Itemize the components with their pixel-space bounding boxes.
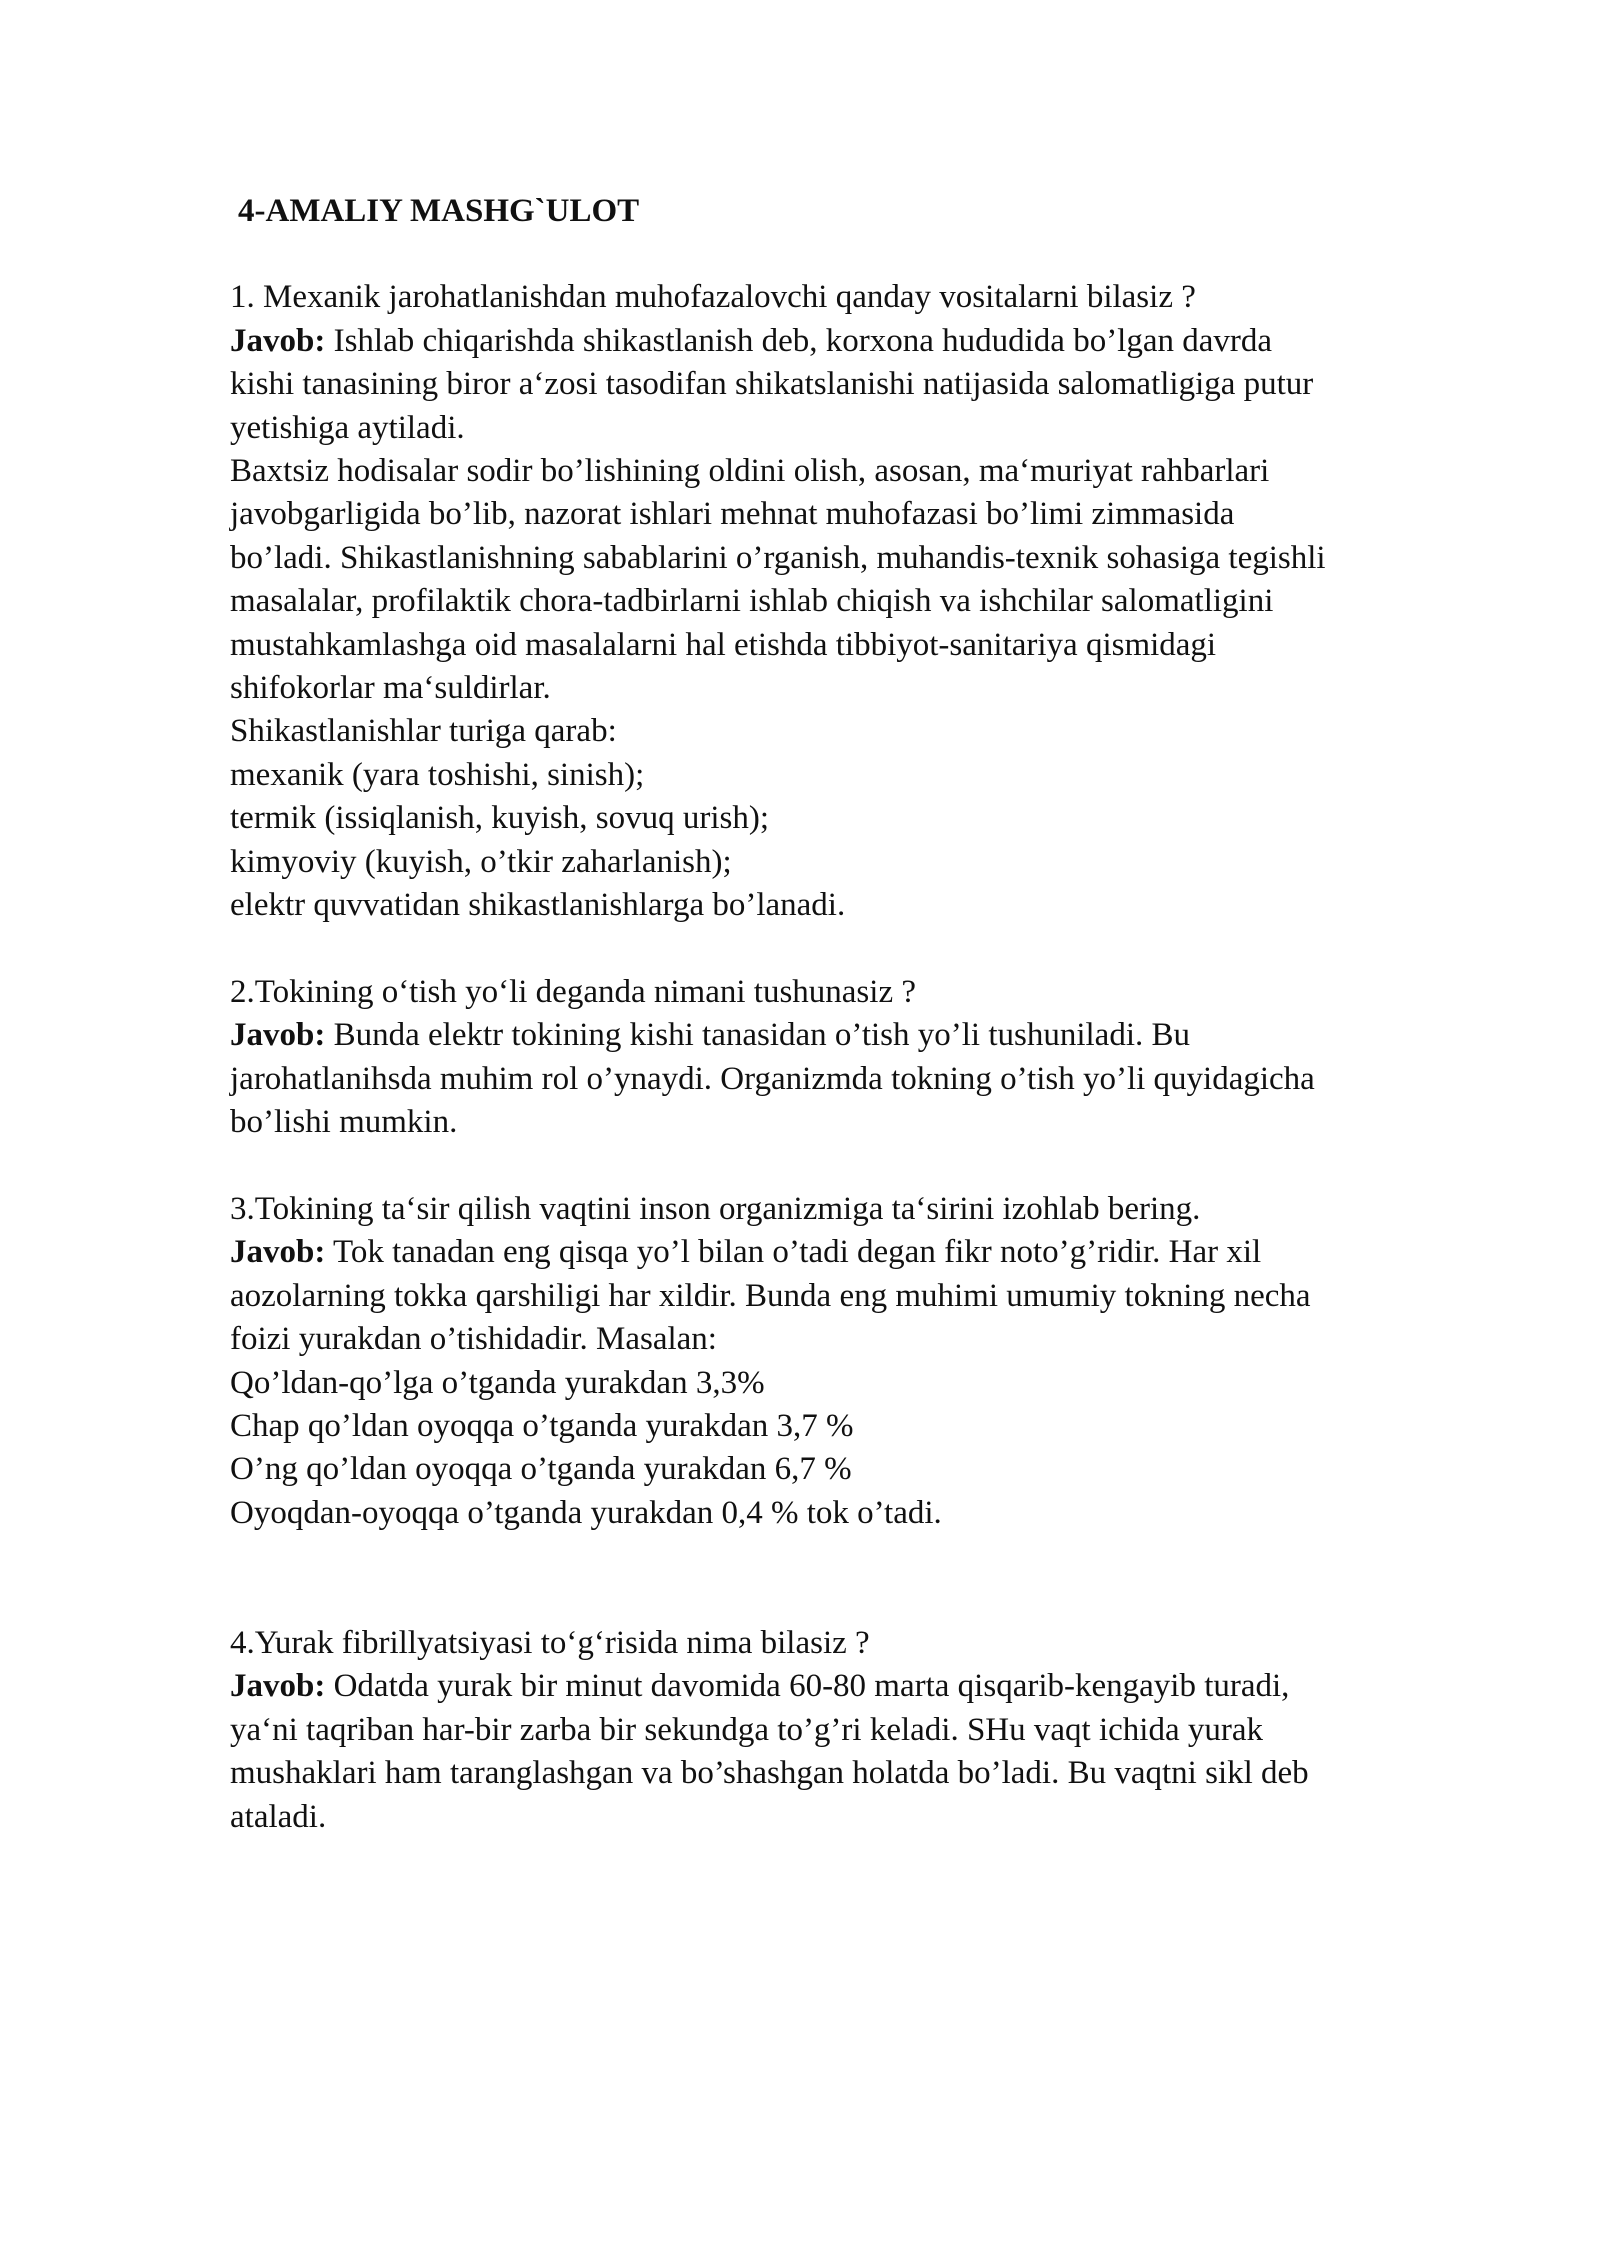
answer-4-first-line-text: Odatda yurak bir minut davomida 60-80 marta qisqarib-kengayib turadi, xyxy=(333,1668,1290,1705)
answer-label: Javob: xyxy=(230,322,326,359)
answer-1-line: masalalar, profilaktik chora-tadbirlarni ishlab chiqish va ishchilar salomatligini xyxy=(230,583,1274,620)
question-section-3 xyxy=(230,1188,1530,1535)
answer-3-line: Chap qo’ldan oyoqqa o’tganda yurakdan 3,7 % xyxy=(230,1407,854,1444)
answer-3-first-line xyxy=(230,1231,1530,1274)
question-section-4 xyxy=(230,1622,1530,1839)
answer-4-line: mushaklari ham taranglashgan va bo’shashgan holatda bo’ladi. Bu vaqtni sikl deb xyxy=(230,1755,1309,1792)
answer-4-first-line xyxy=(230,1665,1530,1708)
answer-2-line: jarohatlanihsda muhim rol o’ynaydi. Organizmda tokning o’tish yo’li quyidagicha xyxy=(230,1060,1315,1097)
answer-1-line: Baxtsiz hodisalar sodir bo’lishining oldini olish, asosan, ma‘muriyat rahbarlari xyxy=(230,453,1270,490)
answer-1-line: mustahkamlashga oid masalalarni hal etishda tibbiyot-sanitariya qismidagi xyxy=(230,626,1217,663)
answer-1-line: yetishiga aytiladi. xyxy=(230,409,465,446)
answer-3-line: aozolarning tokka qarshiligi har xildir. Bunda eng muhimi umumiy tokning necha xyxy=(230,1277,1311,1314)
answer-1-line: Shikastlanishlar turiga qarab: xyxy=(230,713,617,750)
answer-label: Javob: xyxy=(230,1234,326,1271)
answer-1-first-line xyxy=(230,320,1530,363)
answer-4-line: ya‘ni taqriban har-bir zarba bir sekundga to’g’ri keladi. SHu vaqt ichida yurak xyxy=(230,1711,1263,1748)
answer-label: Javob: xyxy=(230,1017,326,1054)
question-2-text: 2.Tokining o‘tish yo‘li deganda nimani tushunasiz ? xyxy=(230,973,916,1010)
answer-1-line: termik (issiqlanish, kuyish, sovuq urish); xyxy=(230,800,769,837)
document-title: 4-AMALIY MASHG`ULOT xyxy=(238,193,640,229)
answer-1-line: bo’ladi. Shikastlanishning sabablarini o’rganish, muhandis-texnik sohasiga tegishli xyxy=(230,539,1326,576)
paragraph-gap xyxy=(230,928,1530,971)
answer-1-line: javobgarligida bo’lib, nazorat ishlari mehnat muhofazasi bo’limi zimmasida xyxy=(230,496,1235,533)
answer-3-line: O’ng qo’ldan oyoqqa o’tganda yurakdan 6,7 % xyxy=(230,1451,852,1488)
answer-4-line: ataladi. xyxy=(230,1798,327,1835)
answer-1-first-line-text: Ishlab chiqarishda shikastlanish deb, korxona hududida bo’lgan davrda xyxy=(333,322,1273,359)
answer-1-line: kimyoviy (kuyish, o’tkir zaharlanish); xyxy=(230,843,732,880)
answer-1-line: shifokorlar ma‘suldirlar. xyxy=(230,670,551,707)
answer-3-first-line-text: Tok tanadan eng qisqa yo’l bilan o’tadi degan fikr noto’g’ridir. Har xil xyxy=(333,1234,1262,1271)
question-1-text: 1. Mexanik jarohatlanishdan muhofazalovchi qanday vositalarni bilasiz ? xyxy=(230,279,1196,316)
paragraph-gap xyxy=(230,1145,1530,1188)
answer-1-line: elektr quvvatidan shikastlanishlarga bo’lanadi. xyxy=(230,887,846,924)
answer-2-line: bo’lishi mumkin. xyxy=(230,1104,458,1141)
paragraph-gap xyxy=(230,1535,1530,1622)
answer-3-line: Oyoqdan-oyoqqa o’tganda yurakdan 0,4 % tok o’tadi. xyxy=(230,1494,942,1531)
answer-1-line: mexanik (yara toshishi, sinish); xyxy=(230,756,645,793)
answer-1-line: kishi tanasining biror a‘zosi tasodifan shikatslanishi natijasida salomatligiga putur xyxy=(230,366,1314,403)
answer-label: Javob: xyxy=(230,1668,326,1705)
question-4-text: 4.Yurak fibrillyatsiyasi to‘g‘risida nima bilasiz ? xyxy=(230,1624,870,1661)
question-3-text: 3.Tokining ta‘sir qilish vaqtini inson organizmiga ta‘sirini izohlab bering. xyxy=(230,1190,1201,1227)
answer-2-first-line-text: Bunda elektr tokining kishi tanasidan o’tish yo’li tushuniladi. Bu xyxy=(333,1017,1190,1054)
answer-3-line: foizi yurakdan o’tishidadir. Masalan: xyxy=(230,1321,717,1358)
answer-2-first-line xyxy=(230,1014,1530,1057)
document-content xyxy=(230,190,1530,1839)
question-section-1 xyxy=(230,276,1530,927)
question-section-2 xyxy=(230,971,1530,1145)
answer-3-line: Qo’ldan-qo’lga o’tganda yurakdan 3,3% xyxy=(230,1364,765,1401)
